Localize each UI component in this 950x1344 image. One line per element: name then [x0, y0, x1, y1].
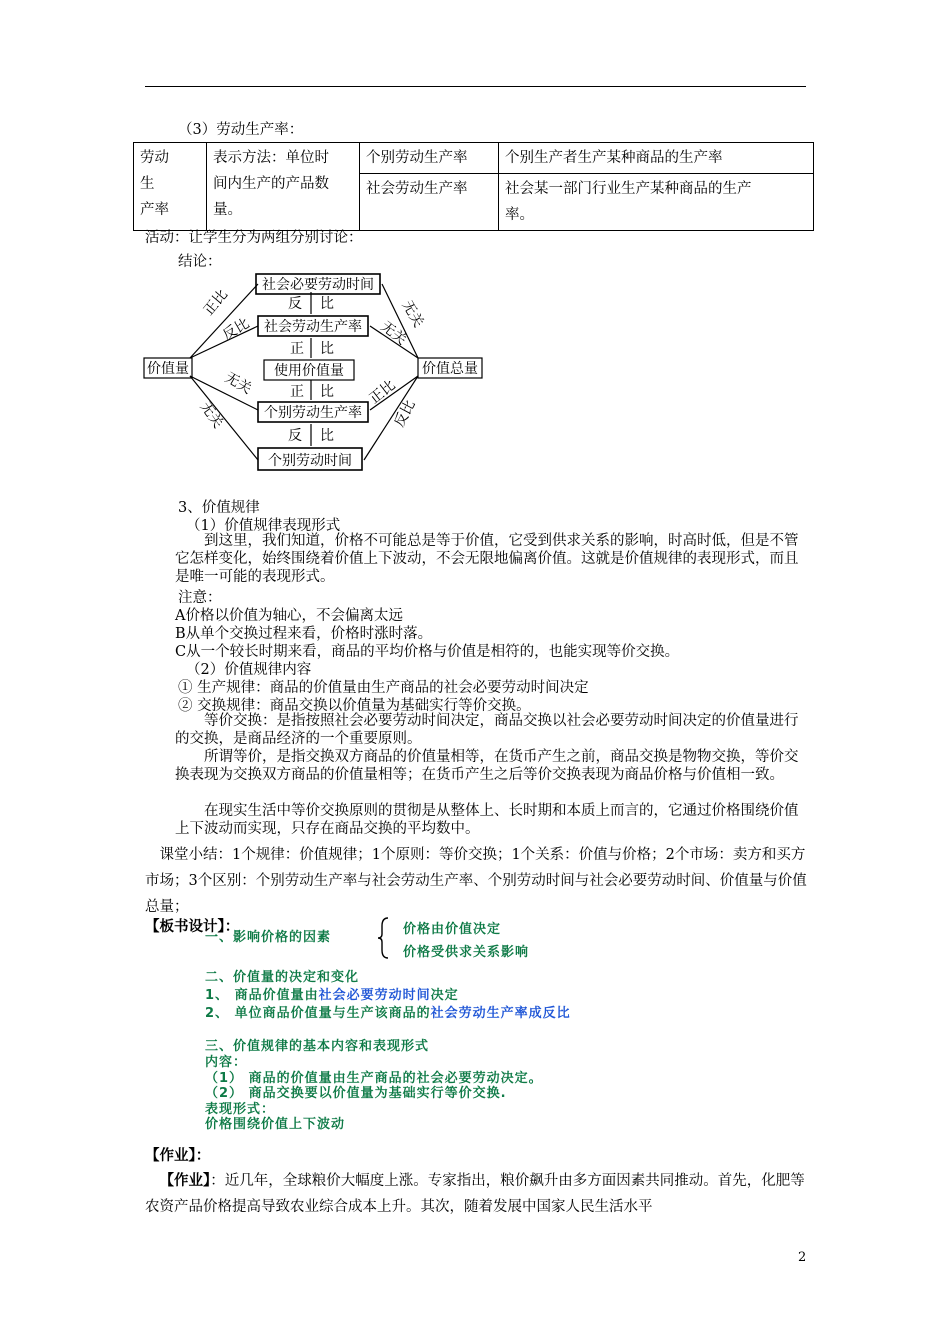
law-heading: 3、价值规律 [178, 500, 260, 516]
table-cell: 社会劳动生产率 [360, 174, 499, 231]
homework-text: 【作业】：近几年，全球粮价大幅度上涨。专家指出，粮价飙升由多方面因素共同推动。首先，化肥等农资产品价格提高导致农业综合成本上升。其次，随着发展中国家人民生活水平 [145, 1172, 805, 1215]
edge-label: 反比 [220, 315, 253, 344]
node-social-necessary-time: 社会必要劳动时间 [262, 277, 374, 293]
mid-label: 反 [288, 296, 302, 312]
table-cell: 个别劳动生产率 [360, 143, 499, 174]
law-sub-heading: （2）价值规律内容 [186, 662, 312, 678]
list-item: ② 交换规律：商品交换以价值量为基础实行等价交换。 [178, 698, 531, 714]
note-c: C从一个较长时期来看，商品的平均价格与价值是相符的，也能实现等价交换。 [175, 644, 680, 660]
mid-label: 正 [290, 384, 304, 400]
header-rule [145, 86, 806, 87]
edge-label: 反比 [391, 397, 419, 430]
class-summary: 课堂小结：1个规律：价值规律；1个原则：等价交换；1个关系：价值与价格；2个市场：卖方和买方市场；3个区别：个别劳动生产率与社会劳动生产率、个别劳动时间与社会必要劳动时间、价值量与价值总量； [145, 847, 807, 915]
note-a: A价格以价值为轴心，不会偏离太远 [175, 608, 403, 624]
board-item: 1、 商品价值量由社会必要劳动时间决定 [205, 988, 459, 1003]
board-heading: 三、价值规律的基本内容和表现形式 [205, 1039, 430, 1054]
board-item: （1） 商品的价值量由生产商品的社会必要劳动决定。 [205, 1071, 543, 1086]
board-item: 内容： [205, 1055, 248, 1070]
board-item: 2、 单位商品价值量与生产该商品的社会劳动生产率成反比 [205, 1006, 571, 1021]
edge-label: 无关 [377, 318, 410, 349]
board-heading: 一、影响价格的因素 [205, 930, 332, 945]
table-cell-term: 劳动 生 产率 [134, 143, 207, 231]
node-use-value: 使用价值量 [274, 363, 344, 379]
node-social-productivity: 社会劳动生产率 [264, 319, 362, 335]
mid-label: 比 [320, 341, 334, 357]
board-item: 价格围绕价值上下波动 [205, 1117, 346, 1132]
edge-label: 无关 [222, 369, 255, 398]
page-number: 2 [798, 1250, 807, 1265]
section-heading: （3）劳动生产率： [178, 122, 304, 138]
board-item: （2） 商品交换要以价值量为基础实行等价交换. [205, 1086, 507, 1101]
mid-label: 比 [320, 428, 334, 444]
edge-label: 无关 [196, 399, 226, 432]
activity-text: 活动：让学生分为两组分别讨论： [145, 230, 363, 246]
edge-label: 正比 [200, 286, 232, 319]
mid-label: 比 [320, 384, 334, 400]
mid-label: 比 [320, 296, 334, 312]
board-title: 【板书设计】： [145, 918, 240, 935]
list-item: ① 生产规律：商品的价值量由生产商品的社会必要劳动时间决定 [178, 680, 589, 696]
table-cell-method: 表示方法：单位时 间内生产的产品数 量。 [207, 143, 360, 231]
paragraph: 到这里，我们知道，价格不可能总是等于价值，它受到供求关系的影响，时高时低，但是不管它怎样变化，始终围绕着价值上下波动，不会无限地偏离价值。这就是价值规律的表现形式，而且是唯一可能的表现形式。 [175, 533, 799, 585]
board-heading: 二、价值量的决定和变化 [205, 970, 360, 985]
paragraph: 所谓等价，是指交换双方商品的价值量相等，在货币产生之前，商品交换是物物交换，等价交换表现为交换双方商品的价值量相等；在货币产生之后等价交换表现为商品价格与价值相一致。 [175, 749, 799, 783]
homework-title: 【作业】： [145, 1147, 211, 1164]
edge-label: 正比 [366, 377, 399, 408]
conclusion-label: 结论： [178, 254, 222, 270]
law-sub-heading: （1）价值规律表现形式 [186, 518, 341, 534]
table-cell: 个别生产者生产某种商品的生产率 [499, 143, 814, 174]
note-label: 注意： [178, 590, 222, 606]
productivity-table [133, 142, 814, 231]
node-individual-time: 个别劳动时间 [268, 453, 352, 469]
board-item: 价格受供求关系影响 [403, 945, 530, 960]
board-item: 表现形式： [205, 1102, 276, 1117]
paragraph: 等价交换：是指按照社会必要劳动时间决定，商品交换以社会必要劳动时间决定的价值量进行的交换，是商品经济的一个重要原则。 [175, 713, 799, 747]
mid-label: 正 [290, 341, 304, 357]
note-b: B从单个交换过程来看，价格时涨时落。 [175, 626, 433, 642]
board-item: 价格由价值决定 [403, 922, 502, 937]
brace-icon [376, 916, 392, 960]
node-value-quantity: 价值量 [147, 361, 189, 377]
node-individual-productivity: 个别劳动生产率 [264, 405, 362, 421]
node-total-value: 价值总量 [422, 361, 478, 377]
edge-label: 无关 [398, 298, 427, 331]
paragraph: 在现实生活中等价交换原则的贯彻是从整体上、长时期和本质上而言的，它通过价格围绕价值上下波动而实现，只存在商品交换的平均数中。 [175, 803, 799, 837]
mid-label: 反 [288, 428, 302, 444]
relationship-diagram [140, 268, 490, 478]
table-cell: 社会某一部门行业生产某种商品的生产 率。 [499, 174, 814, 231]
